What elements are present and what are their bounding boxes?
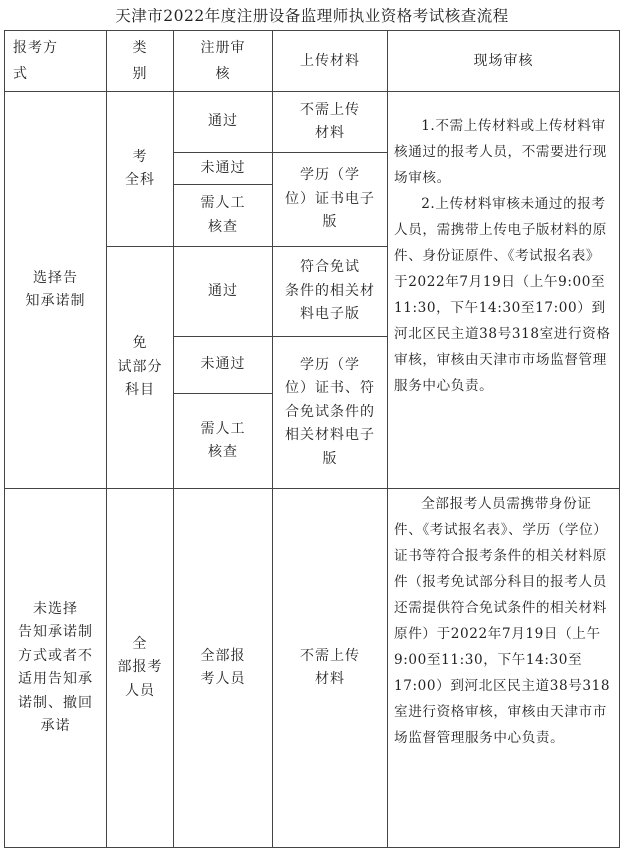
category-all-applicants: 全 部报考 人员 [106, 488, 174, 848]
page-title: 天津市2022年度注册设备监理师执业资格考试核查流程 [115, 7, 509, 25]
method-no-commitment: 未选择 告知承诺制 方式或者不 适用告知承 诺制、撤回 承诺 [4, 488, 107, 848]
exempt-fail-material: 学历（学 位）证书、符 合免试条件的 相关材料电子 版 [272, 336, 388, 489]
header-category: 类 别 [106, 30, 174, 92]
full-fail: 未通过 [173, 152, 273, 185]
header-onsite-review: 现场审核 [387, 30, 620, 92]
full-pass-material: 不需上传 材料 [272, 91, 388, 153]
category-full-subjects: 考 全科 [106, 91, 174, 247]
onsite-paragraph-1: 1.不需上传材料或上传材料审核通过的报考人员，不需要进行现场审核。 [394, 118, 607, 186]
registration-all-applicants: 全部报 考人员 [173, 488, 273, 848]
full-fail-material: 学历（学 位）证书电子 版 [272, 152, 388, 247]
header-upload-materials: 上传材料 [272, 30, 388, 92]
exempt-manual-check: 需人工 核查 [173, 393, 273, 489]
onsite-review-all [387, 488, 620, 848]
full-pass: 通过 [173, 91, 273, 153]
exempt-pass: 通过 [173, 246, 273, 337]
header-registration-review: 注册审 核 [173, 30, 273, 92]
header-method: 报考方 式 [4, 30, 107, 92]
onsite-review-commitment [387, 91, 620, 489]
upload-no-material: 不需上传 材料 [272, 488, 388, 848]
method-commitment: 选择告 知承诺制 [4, 91, 107, 489]
exempt-fail: 未通过 [173, 336, 273, 394]
onsite-paragraph-all: 全部报考人员需携带身份证件、《考试报名表》、学历（学位）证书等符合报考条件的相关材料原件（报考免试部分科目的报考人员还需提供符合免试条件的相关材料原件）于2022年7月19日（上午9:00至11:30，下午14:30至17:00）到河北区民主道38号318室进行资格审核，审核由天津市市场监督管理服务中心负责。 [394, 496, 611, 746]
exempt-pass-material: 符合免试 条件的相关材 料电子版 [272, 246, 388, 337]
onsite-paragraph-2: 2.上传材料审核未通过的报考人员，需携带上传电子版材料的原件、身份证原件、《考试报名表》于2022年7月19日（上午9:00至11:30，下午14:30至17:00）到河北区民主道38号318室进行资格审核，审核由天津市市场监督管理服务中心负责。 [394, 196, 611, 394]
category-exempt-subjects: 免 试部分 科目 [106, 246, 174, 489]
full-manual-check: 需人工 核查 [173, 184, 273, 247]
